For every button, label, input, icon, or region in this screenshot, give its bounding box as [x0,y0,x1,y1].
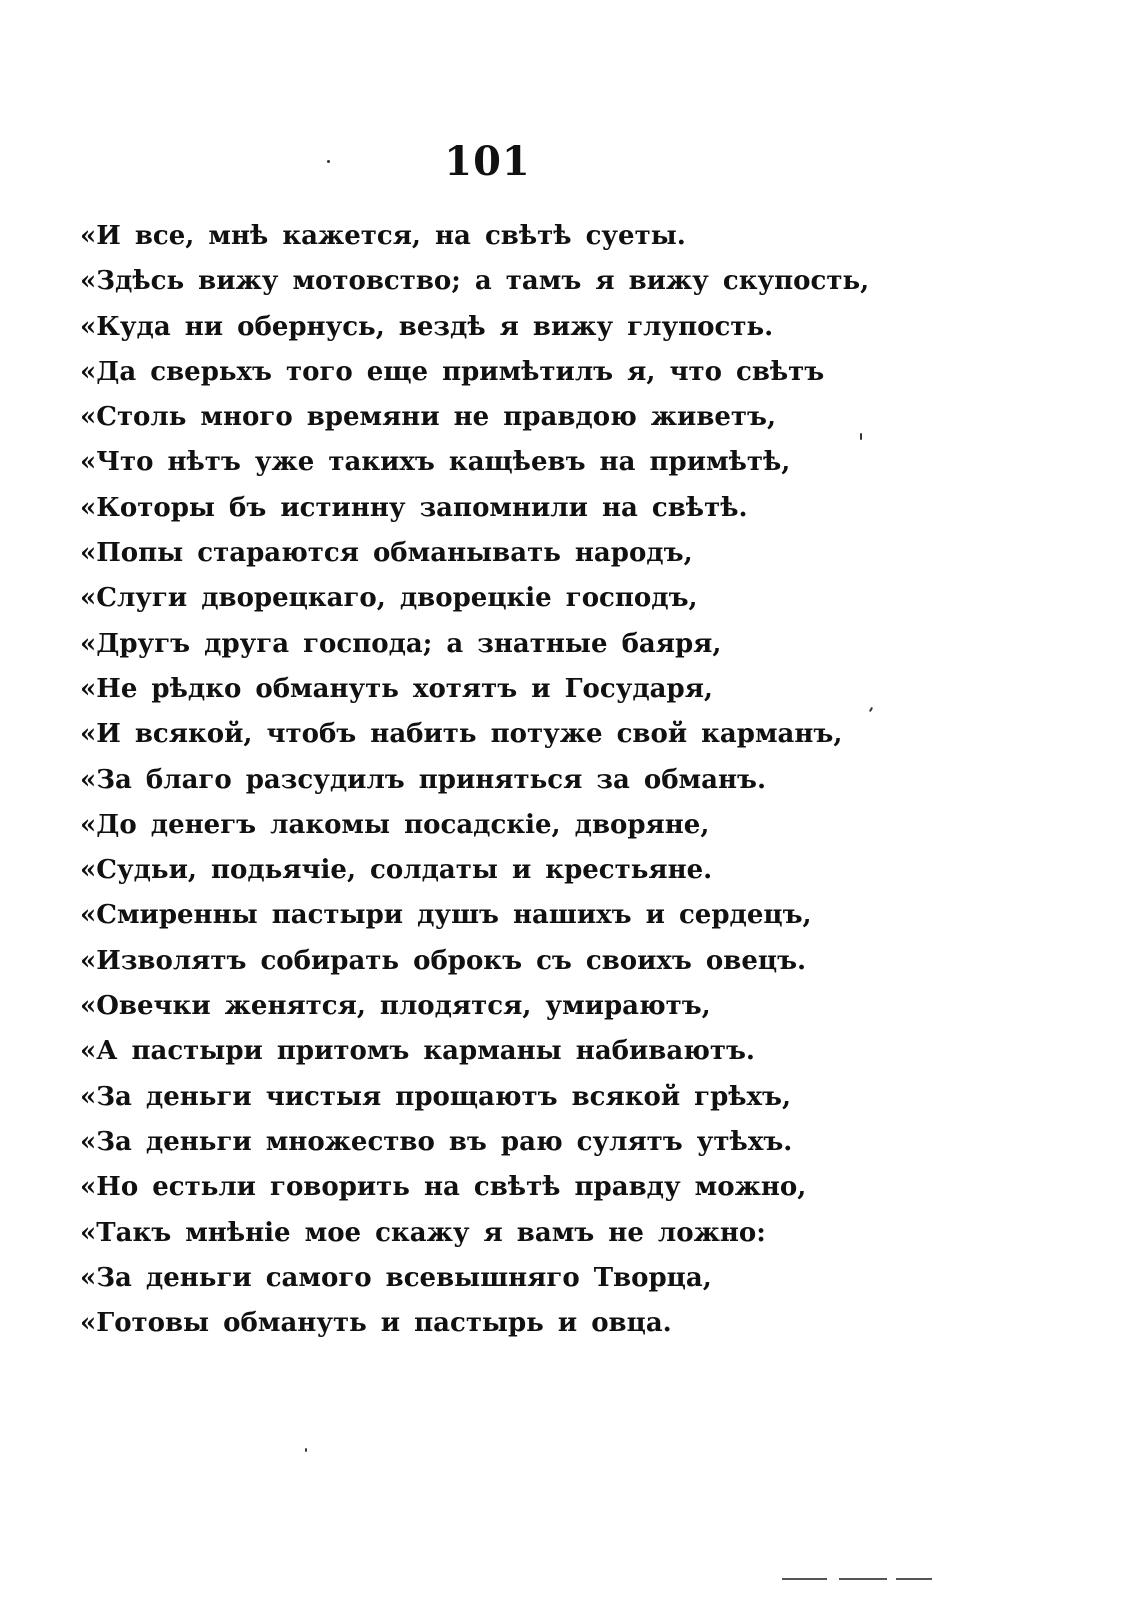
page-number: 101 [444,138,531,185]
poem-line: «Готовы обмануть и пастырь и овца. [80,1308,672,1339]
poem-line: «Овечки женятся, плодятся, умираютъ, [80,991,711,1022]
poem-line: «И всякой, чтобъ набить потуже свой карманъ, [80,719,843,750]
poem-line: «Попы стараются обманывать народъ, [80,538,693,569]
poem-line: «Другъ друга господа; а знатные баяря, [80,628,722,659]
poem-line: «Столь много времяни не правдою живетъ, [80,402,777,433]
poem-line: «Такъ мнѣніе мое скажу я вамъ не ложно: [80,1217,766,1248]
poem-line: «И все, мнѣ кажется, на свѣтѣ суеты. [80,221,686,251]
poem-line: «Слуги дворецкаго, дворецкіе господъ, [80,583,698,614]
poem-line: «До денегъ лакомы посадскіе, дворяне, [80,809,710,840]
poem-line: «За деньги чистыя прощаютъ всякой грѣхъ, [80,1081,792,1112]
poem-line: «Что нѣтъ уже такихъ кащѣевъ на примѣтѣ, [80,447,791,478]
poem-line: «А пастыри притомъ карманы набиваютъ. [80,1036,755,1067]
poem-line: «Куда ни обернусь, вездѣ я вижу глупость. [80,311,774,342]
poem-line: «Не рѣдко обмануть хотятъ и Государя, [80,673,713,704]
poem-line: «Смиренны пастыри душъ нашихъ и сердецъ, [80,900,812,931]
scan-speck [860,433,862,440]
poem-line: «За благо разсудилъ приняться за обманъ. [80,764,766,795]
poem-line: «Которы бъ истинну запомнили на свѣтѣ. [80,492,748,523]
poem-line: «Изволятъ собирать оброкъ съ своихъ овецъ. [80,945,807,976]
poem-line: «За деньги самого всевышняго Творца, [80,1262,712,1293]
poem-line: «Да сверьхъ того еще примѣтилъ я, что свѣтъ [80,356,825,387]
poem-line: «Здѣсь вижу мотовство; а тамъ я вижу скупость, [80,266,870,297]
poem-line: «Но естьли говорить на свѣтѣ правду можно, [80,1172,807,1203]
scan-speck [305,1448,307,1452]
poem-text [80,214,880,1346]
poem-line: «Судьи, подьячіе, солдаты и крестьяне. [80,855,713,886]
scan-speck [327,160,330,163]
bottom-rule [782,1578,932,1580]
poem-line: «За деньги множество въ раю сулятъ утѣхъ. [80,1126,793,1157]
